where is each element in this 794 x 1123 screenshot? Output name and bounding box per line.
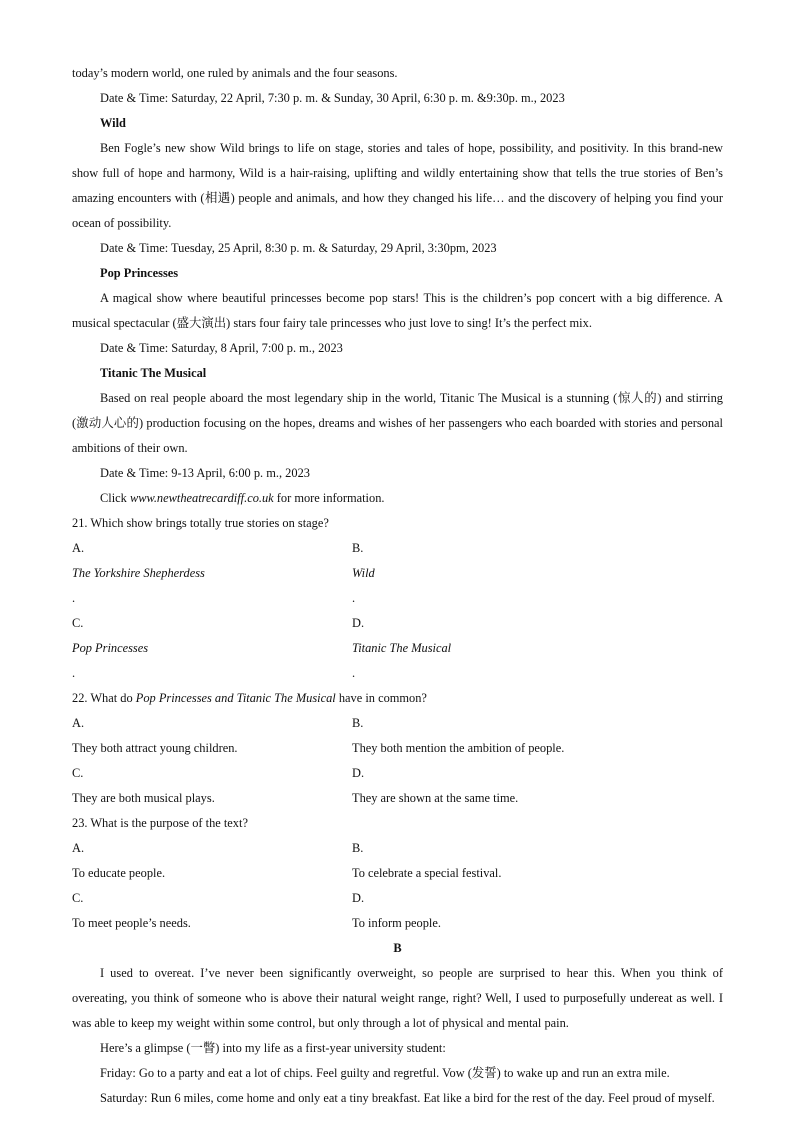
option-23-c[interactable]: C. To meet people’s needs. — [72, 891, 191, 930]
intro-tail: today’s modern world, one ruled by animals and the four seasons. — [72, 66, 398, 80]
option-23-a[interactable]: A. To educate people. — [72, 841, 166, 880]
option-22-a[interactable]: A. They both attract young children. — [72, 716, 238, 755]
passage-b-paragraph-3: Friday: Go to a party and eat a lot of chips. Feel guilty and regretful. Vow (发誓) to wake up and run an extra mile. — [100, 1066, 670, 1080]
question-22-options-row-2 — [72, 761, 723, 811]
question-21-options-row-2 — [72, 611, 723, 686]
passage-b-paragraph-4: Saturday: Run 6 miles, come home and only eat a tiny breakfast. Eat like a bird for the rest of the day. Feel proud of myself. — [100, 1091, 715, 1105]
show3-description: A magical show where beautiful princesses become pop stars! This is the children’s pop concert with a big difference. A musical spectacular (盛大演出) stars four fairy tale princesses who just love to sing! It’s the perfect mix. — [72, 291, 723, 330]
option-22-c[interactable]: C. They are both musical plays. — [72, 766, 215, 805]
question-21-options-row-1 — [72, 536, 723, 611]
option-22-d[interactable]: D. They are shown at the same time. — [352, 766, 519, 805]
option-21-d[interactable]: D. Titanic The Musical . — [352, 616, 452, 680]
show2-title: Wild — [100, 116, 126, 130]
show4-title: Titanic The Musical — [100, 366, 207, 380]
question-23-options-row-1 — [72, 836, 723, 886]
option-21-b[interactable]: B. Wild . — [352, 541, 375, 605]
section-b-heading: B — [393, 941, 402, 955]
question-21-stem: 21. Which show brings totally true stories on stage? — [72, 516, 329, 530]
show4-datetime: Date & Time: 9-13 April, 6:00 p. m., 2023 — [100, 466, 310, 480]
question-23-options-row-2 — [72, 886, 723, 936]
option-23-d[interactable]: D. To inform people. — [352, 891, 441, 930]
click-suffix: for more information. — [273, 491, 385, 505]
question-22-options-row-1 — [72, 711, 723, 761]
website-link[interactable]: www.newtheatrecardiff.co.uk — [129, 491, 274, 505]
show4-description: Based on real people aboard the most legendary ship in the world, Titanic The Musical is a stunning (惊人的) and stirring (激动人心的) production focusing on the hopes, dreams and wishes of her passengers who each boarded with stories and personal ambitions of their own. — [72, 391, 723, 455]
show3-datetime: Date & Time: Saturday, 8 April, 7:00 p. m., 2023 — [100, 341, 343, 355]
option-22-b[interactable]: B. They both mention the ambition of people. — [352, 716, 565, 755]
option-21-c[interactable]: C. Pop Princesses . — [72, 616, 149, 680]
passage-b-paragraph-1: I used to overeat. I’ve never been significantly overweight, so people are surprised to hear this. When you think of overeating, you think of someone who is above their natural weight range, right? Well, I used to purposefully undereat as well. I was able to keep my weight within some control, but only through a lot of physical and mental pain. — [72, 966, 723, 1030]
question-23-stem: 23. What is the purpose of the text? — [72, 816, 248, 830]
click-prefix: Click — [100, 491, 130, 505]
show2-description: Ben Fogle’s new show Wild brings to life on stage, stories and tales of hope, possibility, and positivity. In this brand-new show full of hope and harmony, Wild is a hair-raising, uplifting and wildly entertaining show that tells the true stories of Ben’s amazing encounters with (相遇) people and animals, and how they changed his life… and the discovery of helping you find your ocean of possibility. — [72, 141, 723, 230]
show3-title: Pop Princesses — [100, 266, 179, 280]
option-21-a[interactable]: A. The Yorkshire Shepherdess . — [72, 541, 205, 605]
show1-datetime: Date & Time: Saturday, 22 April, 7:30 p. m. & Sunday, 30 April, 6:30 p. m. &9:30p. m., 2023 — [100, 91, 565, 105]
passage-b-paragraph-2: Here’s a glimpse (一瞥) into my life as a first-year university student: — [100, 1041, 446, 1055]
page-content — [72, 61, 723, 1111]
question-22-stem: 22. What do Pop Princesses and Titanic The Musical have in common? — [72, 691, 427, 705]
more-info-line — [72, 486, 723, 511]
show2-datetime: Date & Time: Tuesday, 25 April, 8:30 p. m. & Saturday, 29 April, 3:30pm, 2023 — [100, 241, 497, 255]
option-23-b[interactable]: B. To celebrate a special festival. — [352, 841, 502, 880]
